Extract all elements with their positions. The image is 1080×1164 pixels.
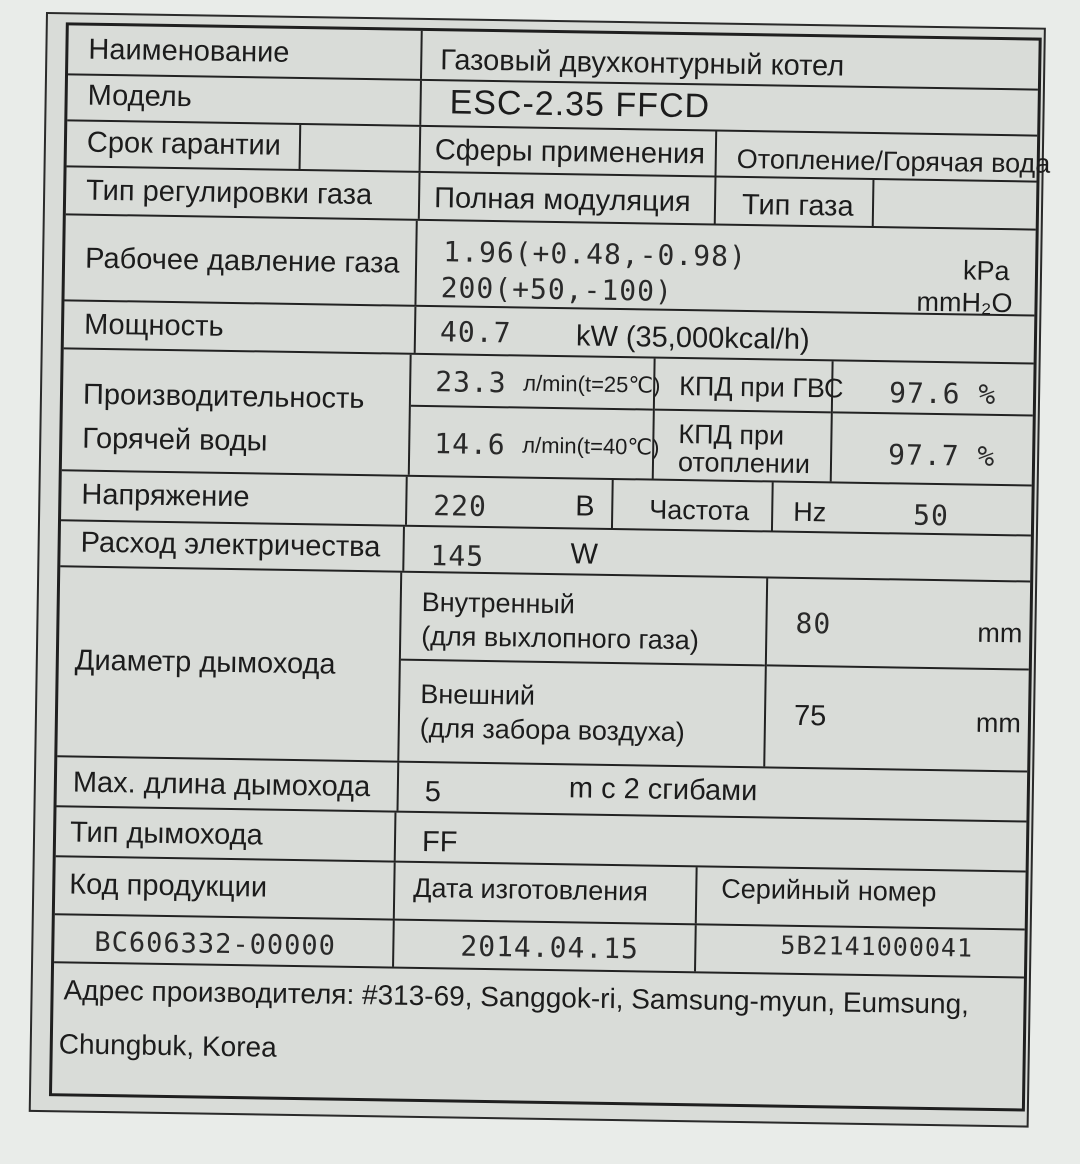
inner-unit: mm — [977, 617, 1023, 649]
max-len-value: 5 — [424, 776, 442, 809]
cell-dhw-eff-value — [833, 361, 1034, 416]
inner-label-1: Внутренный — [421, 586, 576, 620]
cell-flue-type-value — [394, 813, 1027, 871]
pressure-unit-1: kPa — [962, 255, 1010, 287]
cell-product-code-label — [55, 857, 394, 918]
cell-serial-label — [695, 867, 1026, 928]
power-value: 40.7 — [439, 315, 512, 350]
inner-value: 80 — [795, 606, 832, 641]
model-value: ESC-2.35 FFCD — [449, 83, 711, 126]
cell-flue-values — [763, 578, 1030, 770]
cell-flue-sub-labels — [397, 573, 766, 767]
model-label: Модель — [87, 79, 193, 114]
flue-type-label: Тип дымохода — [69, 816, 263, 852]
cell-efficiency-values — [830, 361, 1034, 484]
row-flue-diameter — [57, 567, 1030, 772]
max-len-unit: m с 2 сгибами — [568, 772, 758, 808]
product-code-value: BC606332-00000 — [94, 926, 337, 962]
hot-water-unit-2: л/min(t=40℃) — [522, 432, 660, 460]
freq-unit: Hz — [793, 496, 827, 528]
cell-pressure-label — [64, 215, 415, 304]
hot-water-label-2: Горячей воды — [82, 422, 268, 458]
address-block — [52, 963, 1024, 1108]
voltage-unit: B — [575, 490, 595, 523]
power-unit: kW (35,000kcal/h) — [575, 320, 810, 357]
cell-gas-control-label — [66, 167, 419, 219]
hot-water-value-2: 14.6 — [434, 427, 506, 462]
name-value: Газовый двухконтурный котел — [440, 44, 845, 83]
cell-voltage-label — [61, 471, 406, 524]
gas-control-label: Тип регулировки газа — [85, 174, 373, 212]
cell-warranty-value — [299, 125, 420, 171]
consumption-unit: W — [570, 538, 599, 571]
cell-application-label — [419, 127, 716, 176]
cell-application-value — [715, 132, 1051, 181]
gas-control-value: Полная модуляция — [433, 182, 691, 219]
outer-value: 75 — [793, 699, 827, 733]
cell-model-label — [67, 75, 420, 125]
heat-eff-label-2: отоплении — [677, 446, 811, 480]
freq-label: Частота — [649, 494, 750, 527]
cell-efficiency-labels — [652, 359, 844, 482]
voltage-value: 220 — [433, 489, 488, 523]
cell-freq-label — [611, 480, 772, 531]
warranty-label: Срок гарантии — [86, 126, 282, 162]
address-line-1: Адрес производителя: #313-69, Sanggok-ri, Samsung-myun, Eumsung, — [63, 974, 970, 1020]
max-len-label: Max. длина дымохода — [72, 766, 371, 804]
voltage-label: Напряжение — [81, 478, 250, 514]
cell-gas-type-value — [872, 180, 1037, 229]
consumption-label: Расход электричества — [80, 526, 381, 564]
consumption-value: 145 — [430, 539, 485, 573]
cell-hot-water-label — [62, 349, 410, 474]
outer-label-2: (для забора воздуха) — [419, 712, 686, 748]
cell-name-value — [420, 31, 1039, 89]
cell-pressure-value — [414, 221, 1035, 319]
cell-hot-water-values — [408, 355, 661, 479]
outer-label-1: Внешний — [420, 678, 536, 711]
outer-unit: mm — [975, 707, 1022, 739]
cell-max-len-label — [57, 757, 398, 810]
cell-warranty-label — [67, 121, 300, 169]
cell-mfg-date-label — [393, 863, 696, 924]
cell-hot-water-1 — [411, 355, 661, 411]
row-pressure — [64, 215, 1035, 319]
pressure-value-1: 1.96(+0.48,-0.98) — [443, 235, 748, 274]
application-label: Сферы применения — [434, 134, 706, 171]
cell-name-label — [68, 25, 421, 79]
rating-plate — [29, 12, 1051, 1128]
hot-water-value-1: 23.3 — [434, 365, 507, 400]
cell-serial-value — [694, 925, 1025, 976]
cell-inner-value — [767, 578, 1030, 670]
cell-power-value — [414, 307, 1035, 363]
dhw-eff-label: КПД при ГВС — [678, 370, 844, 404]
pressure-label: Рабочее давление газа — [84, 242, 400, 280]
cell-consumption-value — [402, 527, 1031, 581]
dhw-eff-value: 97.6 % — [888, 376, 997, 411]
application-value: Отопление/Горячая вода — [736, 143, 1051, 179]
serial-value: 5B2141000041 — [780, 930, 974, 963]
serial-label: Серийный номер — [721, 873, 937, 908]
hot-water-label-1: Производительность — [82, 378, 365, 416]
cell-max-len-value — [396, 763, 1027, 821]
cell-inner-label — [401, 573, 766, 667]
name-label: Наименование — [88, 33, 290, 69]
cell-product-code-value — [54, 915, 393, 966]
cell-mfg-date-value — [392, 921, 695, 972]
cell-flue-type-label — [56, 807, 395, 860]
cell-model-value — [419, 81, 1038, 135]
cell-dhw-eff-label — [655, 359, 844, 414]
cell-consumption-label — [60, 521, 403, 570]
cell-power-label — [64, 301, 415, 352]
cell-voltage-value — [405, 477, 612, 528]
heat-eff-value: 97.7 % — [887, 438, 996, 473]
heat-eff-label-1: КПД при — [678, 418, 785, 451]
mfg-date-value: 2014.04.15 — [460, 929, 640, 966]
power-label: Мощность — [83, 308, 224, 343]
cell-flue-diam-label — [57, 567, 400, 760]
spec-table — [49, 22, 1051, 1111]
cell-gas-control-value — [418, 173, 715, 224]
flue-diam-label: Диаметр дымохода — [74, 644, 336, 681]
cell-gas-type-label — [714, 178, 873, 226]
mfg-date-label: Дата изготовления — [413, 872, 649, 907]
inner-label-2: (для выхлопного газа) — [421, 620, 700, 656]
cell-freq-value — [771, 482, 1032, 534]
product-code-label: Код продукции — [69, 868, 268, 904]
gas-type-label: Тип газа — [741, 188, 854, 223]
freq-value: 50 — [912, 498, 950, 533]
address-line-2: Chungbuk, Korea — [58, 1028, 277, 1063]
pressure-value-2: 200(+50,-100) — [440, 271, 674, 308]
pressure-unit-2: mmH₂O — [916, 286, 1013, 319]
hot-water-unit-1: л/min(t=25℃) — [523, 370, 661, 398]
row-hot-water — [62, 349, 1034, 486]
flue-type-value: FF — [421, 826, 458, 859]
